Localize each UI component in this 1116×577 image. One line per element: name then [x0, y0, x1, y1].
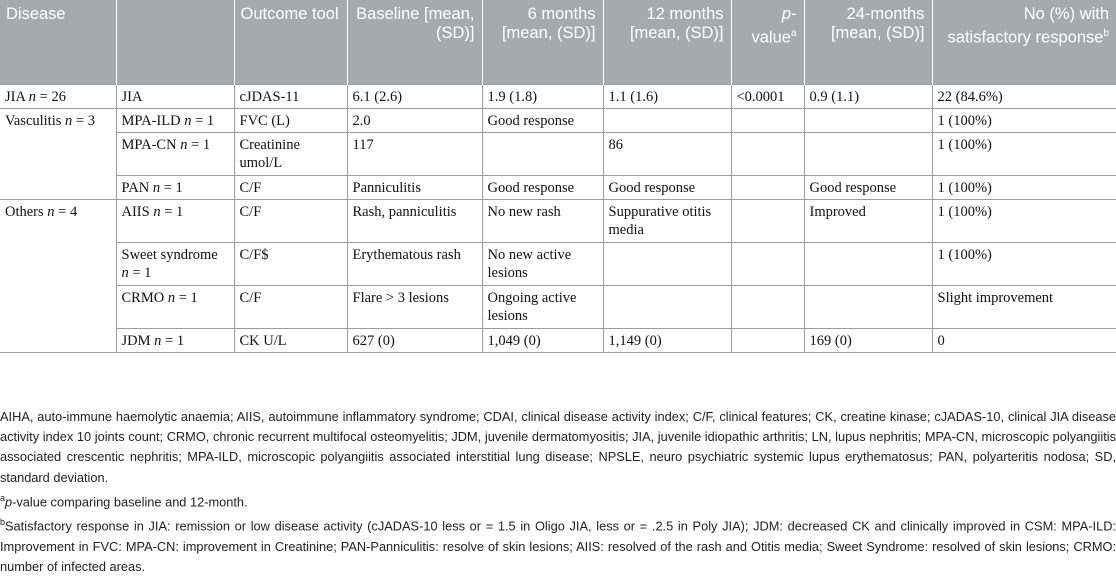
24-months-cell [804, 132, 932, 175]
6-months-cell: 1,049 (0) [482, 328, 603, 352]
footnote-b: $^b$Satisfactory response in JIA: remission or low disease activity (cJADAS-10 less or = 1.5 in Oligo JIA, less or = .2.5 in Poly JIA); JDM: decreased CK and clinically improved in CSM: MPA-ILD: Improvement in FVC: MPA-CN: improvement in Creatinine; PAN-Panniculitis: resolve of skin lesions; AIIS: resolved of the rash and Otitis media; Sweet Syndrome: resolved of skin lesions; CRMO: number of infected areas. [0, 517, 1116, 574]
p-value-cell [731, 285, 804, 328]
12-months-cell: Good response [603, 175, 731, 199]
response-cell: 22 (84.6%) [932, 84, 1116, 108]
subtype-cell: MPA-CN n = 1 [116, 132, 234, 175]
tool-cell: CK U/L [234, 328, 347, 352]
abbreviations-note: AIHA, auto-immune haemolytic anaemia; AIIS, autoimmune inflammatory syndrome; CDAI, clinical disease activity index; C/F, clinical features; CK, creatine kinase; cJADAS-10, clinical JIA disease activity index 10 joints count; CRMO, chronic recurrent multifocal osteomyelitis; JDM, juvenile dermatomyositis; JIA, juvenile idiopathic arthritis; LN, lupus nephritis; MPA-CN, microscopic polyangiitis associated crescentic nephritis; MPA-ILD, microscopic polyangiitis associated interstitial lung disease; NPSLE, neuro psychiatric systemic lupus erythematosus; PAN, polyarteritis nodosa; SD, standard deviation. [0, 409, 1116, 485]
baseline-cell: Flare > 3 lesions [347, 285, 482, 328]
baseline-cell: 627 (0) [347, 328, 482, 352]
baseline-cell: Panniculitis [347, 175, 482, 199]
subtype-cell: JDM n = 1 [116, 328, 234, 352]
header-spacer [116, 0, 234, 84]
6-months-cell [482, 132, 603, 175]
p-value-cell: <0.0001 [731, 84, 804, 108]
24-months-cell [804, 108, 932, 132]
12-months-cell: 86 [603, 132, 731, 175]
6-months-cell: Good response [482, 108, 603, 132]
table-row-pan [0, 175, 1116, 199]
group-cell-others: Others n = 4 [0, 199, 116, 352]
24-months-cell: 0.9 (1.1) [804, 84, 932, 108]
header-disease: Disease [0, 0, 116, 84]
table-row-crmo [0, 285, 1116, 328]
6-months-cell: No new rash [482, 199, 603, 242]
response-cell: 1 (100%) [932, 132, 1116, 175]
response-cell: 1 (100%) [932, 242, 1116, 285]
12-months-cell [603, 108, 731, 132]
baseline-cell: Erythematous rash [347, 242, 482, 285]
table-row-jia [0, 84, 1116, 108]
p-value-cell [731, 132, 804, 175]
6-months-cell: Good response [482, 175, 603, 199]
header-p-value: p-value$^a$ [731, 0, 804, 84]
table-row-mpa-ild [0, 108, 1116, 132]
12-months-cell [603, 242, 731, 285]
tool-cell: cJDAS-11 [234, 84, 347, 108]
footnote-a: $^a$p-value comparing baseline and 12-month. [0, 492, 248, 510]
header-24-months: 24-months [mean, (SD)] [804, 0, 932, 84]
tool-cell: FVC (L) [234, 108, 347, 132]
tool-cell: C/F [234, 285, 347, 328]
12-months-cell [603, 285, 731, 328]
table-row-jdm [0, 328, 1116, 352]
24-months-cell [804, 242, 932, 285]
response-cell: 1 (100%) [932, 175, 1116, 199]
p-value-cell [731, 175, 804, 199]
header-row [0, 0, 1116, 84]
response-cell: 0 [932, 328, 1116, 352]
tool-cell: C/F [234, 175, 347, 199]
24-months-cell: Improved [804, 199, 932, 242]
subtype-cell: JIA [116, 84, 234, 108]
response-cell: 1 (100%) [932, 108, 1116, 132]
table-row-mpa-cn [0, 132, 1116, 175]
6-months-cell: Ongoing active lesions [482, 285, 603, 328]
12-months-cell: 1.1 (1.6) [603, 84, 731, 108]
header-6-months: 6 months [mean, (SD)] [482, 0, 603, 84]
24-months-cell [804, 285, 932, 328]
tool-cell: Creatinine umol/L [234, 132, 347, 175]
subtype-cell: MPA-ILD n = 1 [116, 108, 234, 132]
subtype-cell: AIIS n = 1 [116, 199, 234, 242]
group-cell-jia: JIA n = 26 [0, 84, 116, 108]
p-value-cell [731, 108, 804, 132]
group-cell-vasculitis: Vasculitis n = 3 [0, 108, 116, 199]
response-cell: Slight improvement [932, 285, 1116, 328]
6-months-cell: No new active lesions [482, 242, 603, 285]
subtype-cell: PAN n = 1 [116, 175, 234, 199]
baseline-cell: Rash, panniculitis [347, 199, 482, 242]
baseline-cell: 2.0 [347, 108, 482, 132]
baseline-cell: 117 [347, 132, 482, 175]
table-footnotes [0, 407, 1116, 577]
table-row-sweet-syndrome [0, 242, 1116, 285]
table-row-aiis [0, 199, 1116, 242]
header-12-months: 12 months [mean, (SD)] [603, 0, 731, 84]
tool-cell: C/F$ [234, 242, 347, 285]
p-value-cell [731, 242, 804, 285]
12-months-cell: Suppurative otitis media [603, 199, 731, 242]
header-baseline: Baseline [mean, (SD)] [347, 0, 482, 84]
12-months-cell: 1,149 (0) [603, 328, 731, 352]
p-value-cell [731, 328, 804, 352]
6-months-cell: 1.9 (1.8) [482, 84, 603, 108]
24-months-cell: Good response [804, 175, 932, 199]
tool-cell: C/F [234, 199, 347, 242]
24-months-cell: 169 (0) [804, 328, 932, 352]
subtype-cell: Sweet syndrome n = 1 [116, 242, 234, 285]
header-outcome-tool: Outcome tool [234, 0, 347, 84]
header-satisfactory-response: No (%) with satisfactory response$^b$ [932, 0, 1116, 84]
subtype-cell: CRMO n = 1 [116, 285, 234, 328]
baseline-cell: 6.1 (2.6) [347, 84, 482, 108]
response-cell: 1 (100%) [932, 199, 1116, 242]
p-value-cell [731, 199, 804, 242]
